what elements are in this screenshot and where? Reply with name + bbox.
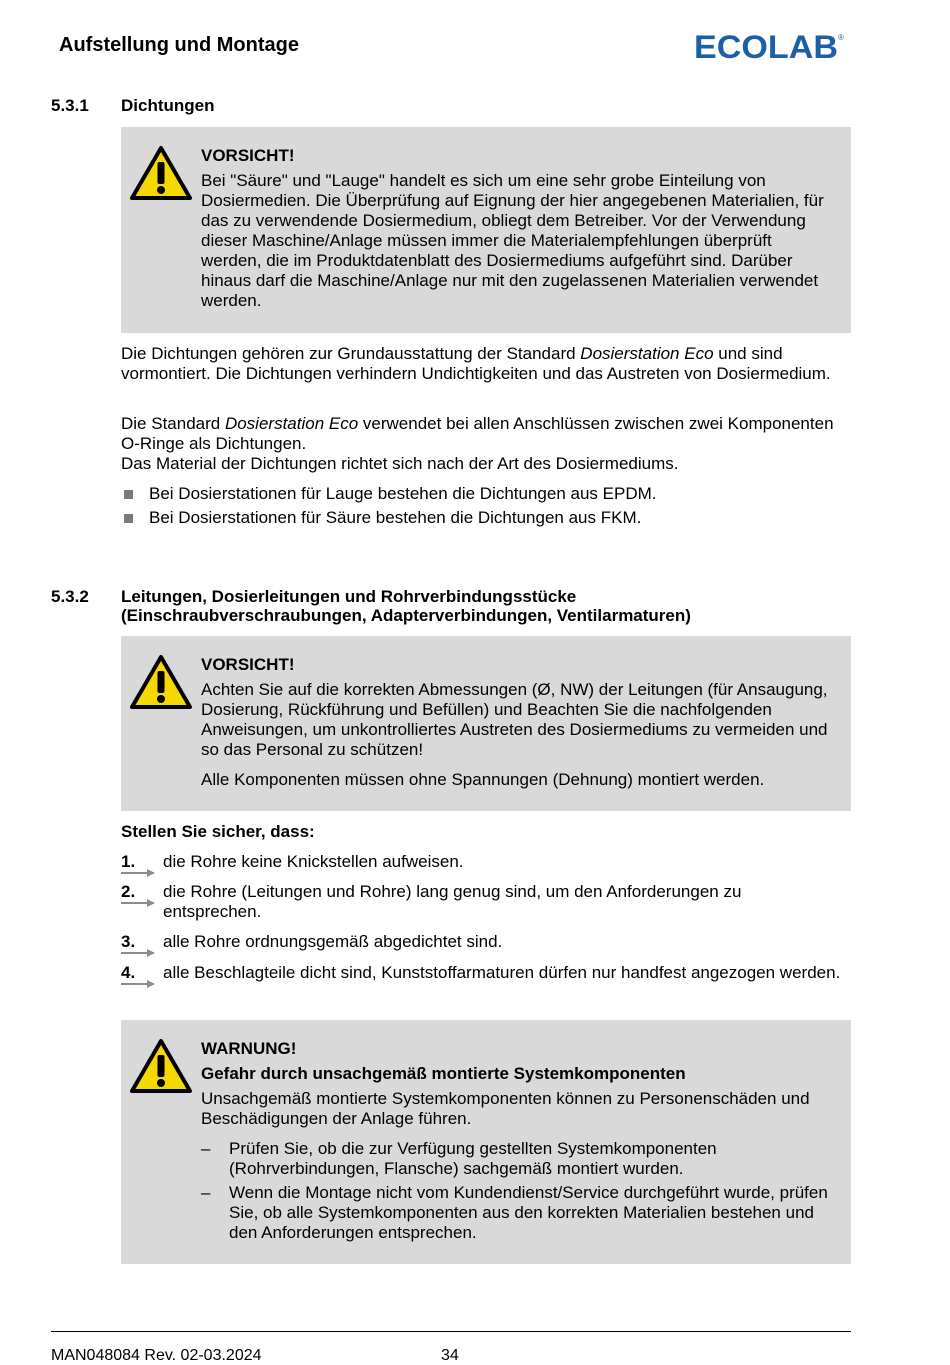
warning-heading: WARNUNG! [201,1039,297,1058]
bullet-square-icon [124,490,133,499]
svg-text:ECOLAB: ECOLAB [694,29,838,64]
caution-text: Achten Sie auf die korrekten Abmessungen (Ø, NW) der Leitungen (für Ansaugung, Dosierung, Rückführung und Befüllen) und Beachten Sie die nachfolgenden Anweisungen, um unkontrolliertes Austreten des Dosiermediums zu vermeiden und so das Personal zu schützen! [201,680,828,759]
paragraph: Die Standard Dosierstation Eco verwendet bei allen Anschlüssen zwischen zwei Komponenten O-Ringe als Dichtungen. Das Material der Dichtungen richtet sich nach der Art des Dosiermediums. [121,414,834,473]
paragraph: Die Dichtungen gehören zur Grundausstattung der Standard Dosierstation Eco und sind vormontiert. Die Dichtungen verhindern Undichtigkeiten und das Austreten von Dosiermedium. [121,344,831,383]
warning-text: Unsachgemäß montierte Systemkomponenten können zu Personenschäden und Beschädigungen der Anlage führen. [201,1089,810,1128]
warning-list-item: – Prüfen Sie, ob die zur Verfügung gestellten Systemkomponenten (Rohrverbindungen, Flansche) sachgemäß montiert wurden. [201,1139,717,1178]
svg-text:®: ® [838,33,844,42]
warning-list-item: – Wenn die Montage nicht vom Kundendienst/Service durchgeführt wurde, prüfen Sie, ob alle Systemkomponenten aus den korrekten Materialien bestehen und den Anforderungen entsprechen. [201,1183,828,1242]
page-number: 34 [441,1347,459,1364]
warning-box [121,1020,851,1264]
caution-heading: VORSICHT! [201,146,295,165]
section-title: Leitungen, Dosierleitungen und Rohrverbindungsstücke (Einschraubverschraubungen, Adapterverbindungen, Ventilarmaturen) [121,587,691,625]
step-arrow-icon [121,899,155,907]
section-number: 5.3.1 [51,96,89,115]
section-title: Dichtungen [121,96,215,115]
warning-subheading: Gefahr durch unsachgemäß montierte Systemkomponenten [201,1064,686,1083]
footer-divider [51,1331,851,1332]
warning-triangle-icon [129,145,193,201]
warning-triangle-icon [129,1038,193,1094]
ensure-heading: Stellen Sie sicher, dass: [121,822,315,841]
section-number: 5.3.2 [51,587,89,606]
caution-heading: VORSICHT! [201,655,295,674]
caution-text: Bei "Säure" und "Lauge" handelt es sich um eine sehr grobe Einteilung von Dosiermedien. Die Überprüfung auf Eignung der hier angegebenen Materialien, für das zu verwendende Dosiermedium, obliegt dem Betreiber. Vor der Verwendung dieser Maschine/Anlage müssen immer die Materialempfehlungen überprüft werden, die im Produktdatenblatt des Dosiermediums aufgeführt sind. Darüber hinaus darf die Maschine/Anlage nur mit den zugelassenen Materialien verwendet werden. [201,171,824,310]
bullet-square-icon [124,514,133,523]
caution-text: Alle Komponenten müssen ohne Spannungen (Dehnung) montiert werden. [201,770,765,789]
step-arrow-icon [121,949,155,957]
step-arrow-icon [121,980,155,988]
document-id: MAN048084 Rev. 02-03.2024 [51,1347,262,1364]
ecolab-logo [694,28,844,64]
page-title: Aufstellung und Montage [59,34,299,56]
warning-triangle-icon [129,654,193,710]
caution-box [121,636,851,811]
caution-box [121,127,851,333]
step-arrow-icon [121,869,155,877]
